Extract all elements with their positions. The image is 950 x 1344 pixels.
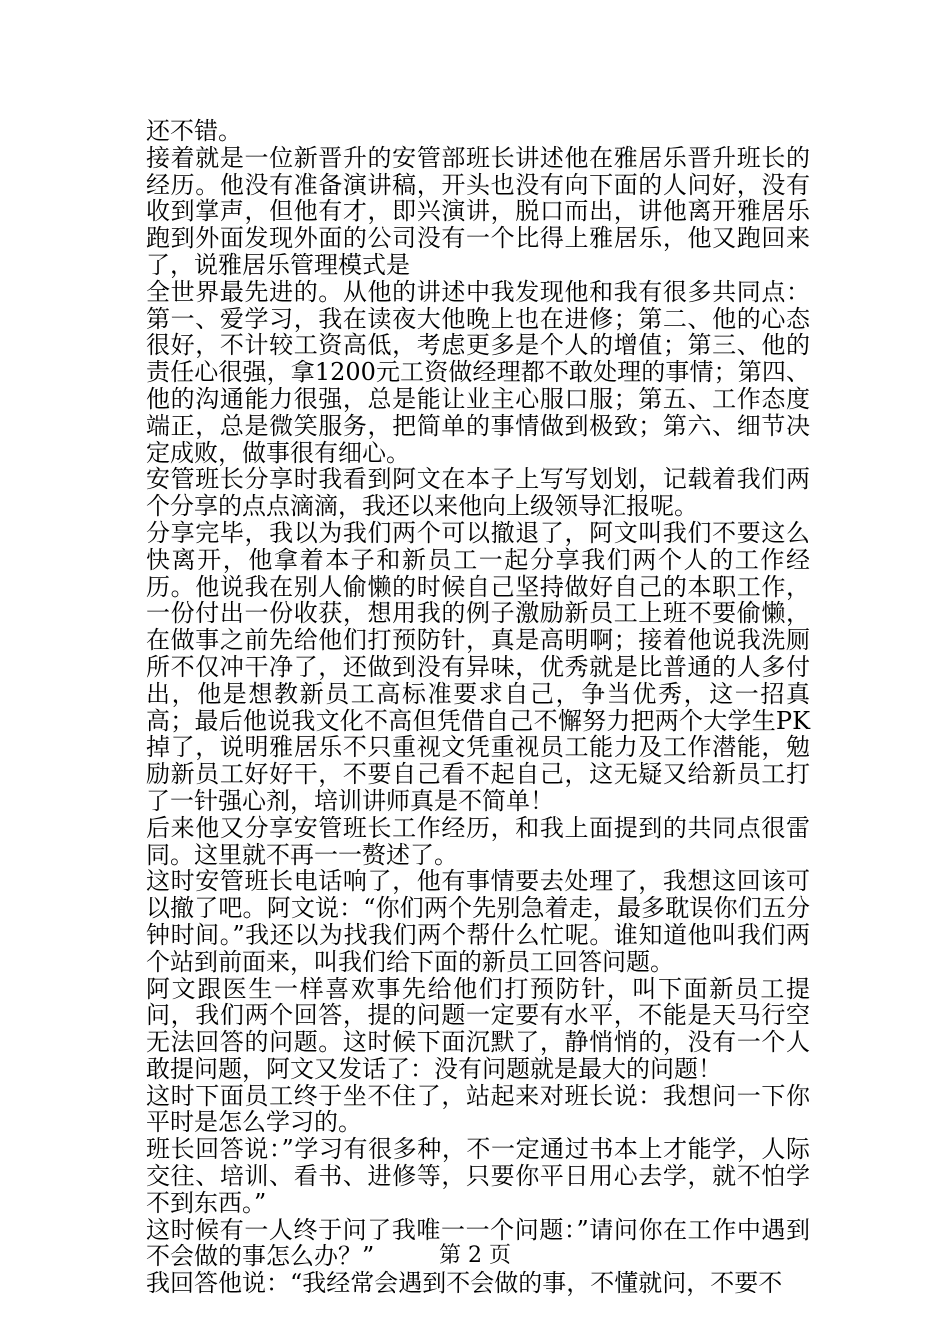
paragraph: 分享完毕，我以为我们两个可以撤退了，阿文叫我们不要这么快离开，他拿着本子和新员工一起分享我们两个人的工作经历。他说我在别人偷懒的时候自己坚持做好自己的本职工作，一份付出一份收获，想用我的例子激励新员工上班不要偷懒，在做事之前先给他们打预防针，真是高明啊；接着他说我洗厕所不仅冲干净了，还做到没有异味，优秀就是比普通的人多付出，他是想教新员工高标准要求自己，争当优秀，这一招真高；最后他说我文化不高但凭借自己不懈努力把两个大学生PK掉了，说明雅居乐不只重视文凭重视员工能力及工作潜能，勉励新员工好好干，不要自己看不起自己，这无疑又给新员工打了一针强心剂，培训讲师真是不简单！	[146, 518, 810, 815]
paragraph: 后来他又分享安管班长工作经历，和我上面提到的共同点很雷同。这里就不再一一赘述了。	[146, 813, 810, 869]
paragraph: 还不错。	[146, 117, 242, 145]
paragraph: 这时候有一人终于问了我唯一一个问题：”请问你在工作中遇到不会做的事怎么办？”	[146, 1215, 810, 1271]
paragraph: 阿文跟医生一样喜欢事先给他们打预防针，叫下面新员工提问，我们两个回答，提的问题一定要有水平，不能是天马行空无法回答的问题。这时候下面沉默了，静悄悄的，没有一个人敢提问题，阿文又发话了：没有问题就是最大的问题！	[146, 974, 810, 1083]
paragraph: 全世界最先进的。从他的讲述中我发现他和我有很多共同点：第一、爱学习，我在读夜大他晚上也在进修；第二、他的心态很好，不计较工资高低，考虑更多是个人的增值；第三、他的责任心很强，拿1200元工资做经理都不敢处理的事情；第四、他的沟通能力很强，总是能让业主心服口服；第五、工作态度端正，总是微笑服务，把简单的事情做到极致；第六、细节决定成败，做事很有细心。	[146, 277, 810, 467]
paragraph: 这时下面员工终于坐不住了，站起来对班长说：我想问一下你平时是怎么学习的。	[146, 1081, 810, 1137]
paragraph: 我回答他说：“我经常会遇到不会做的事，不懂就问，不要不	[146, 1269, 783, 1298]
page-number: 第 2 页	[439, 1243, 511, 1268]
paragraph: 接着就是一位新晋升的安管部班长讲述他在雅居乐晋升班长的经历。他没有准备演讲稿，开头也没有向下面的人问好，没有收到掌声，但他有才，即兴演讲，脱口而出，讲他离开雅居乐跑到外面发现外面的公司没有一个比得上雅居乐，他又跑回来了，说雅居乐管理模式是	[146, 143, 810, 279]
paragraph: 班长回答说：”学习有很多种，不一定通过书本上才能学，人际交往、培训、看书、进修等，只要你平日用心去学，就不怕学不到东西。”	[146, 1135, 810, 1217]
paragraph: 安管班长分享时我看到阿文在本子上写写划划，记载着我们两个分享的点点滴滴，我还以来他向上级领导汇报呢。	[146, 465, 810, 521]
paragraph: 这时安管班长电话响了，他有事情要去处理了，我想这回该可以撤了吧。阿文说：“你们两个先别急着走，最多耽误你们五分钟时间。”我还以为找我们两个帮什么忙呢。谁知道他叫我们两个站到前面来，叫我们给下面的新员工回答问题。	[146, 867, 810, 976]
document-body	[146, 118, 810, 1297]
